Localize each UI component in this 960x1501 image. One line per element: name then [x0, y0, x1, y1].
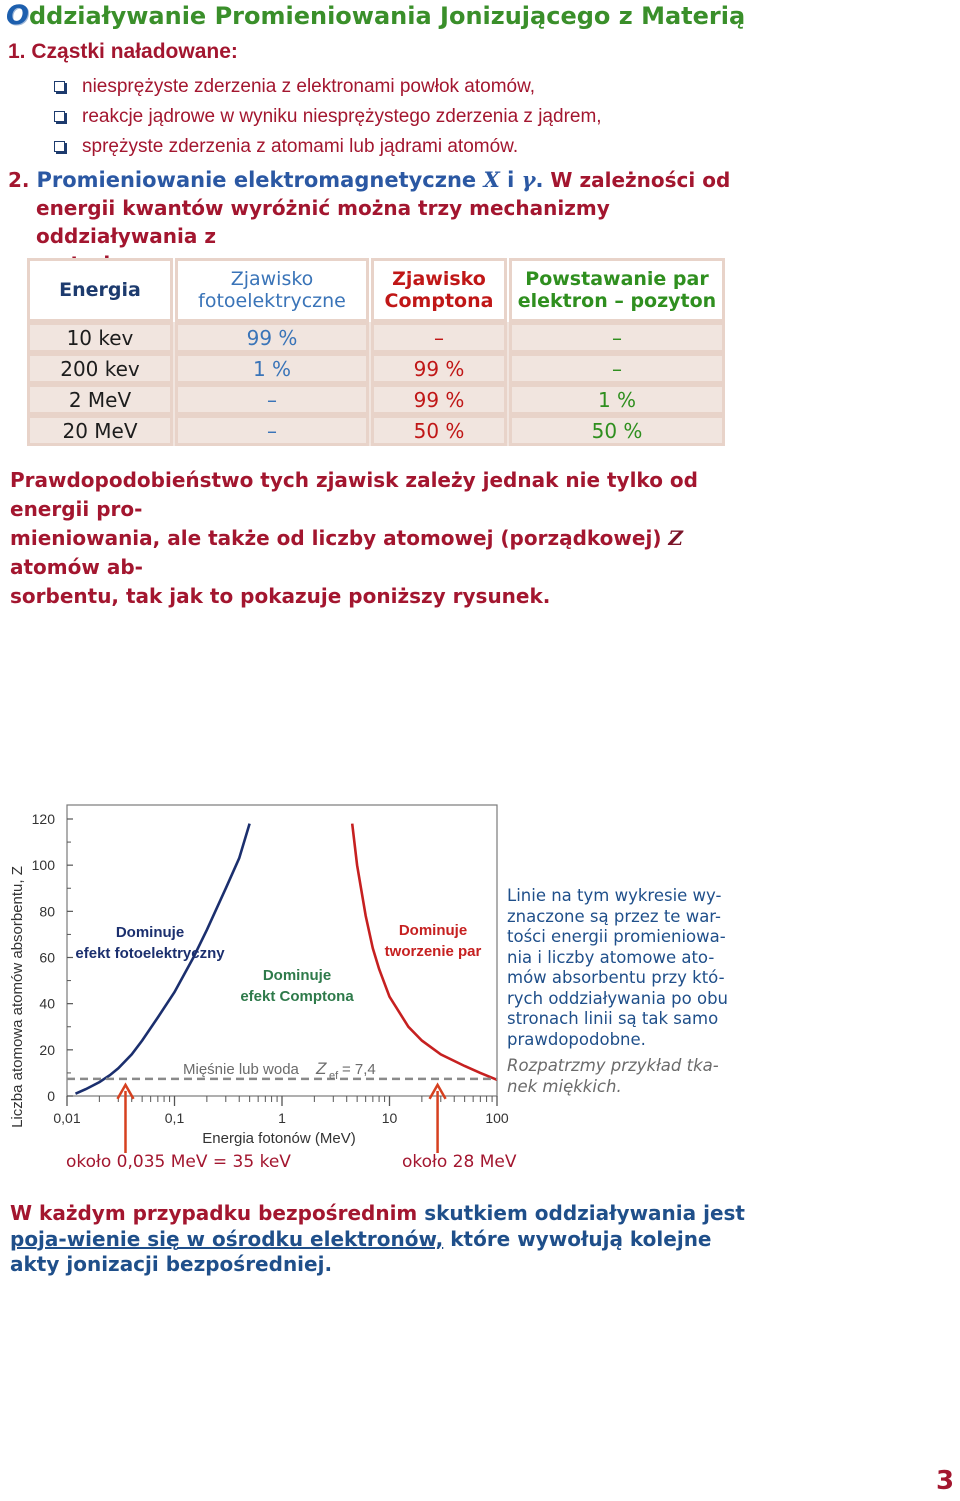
- list-item: reakcje jądrowe w wyniku niesprężystego zderzenia z jądrem,: [52, 102, 602, 132]
- marker-label-high: około 28 MeV: [402, 1152, 517, 1172]
- table-row: 20 MeV – 50 % 50 %: [27, 415, 725, 446]
- table-header-row: [27, 258, 725, 322]
- table-row: 10 kev 99 % – –: [27, 322, 725, 353]
- y-tick-label: 0: [47, 1088, 55, 1104]
- page-title: [6, 0, 745, 31]
- header-pair-production: Powstawanie par elektron – pozyton: [509, 258, 725, 322]
- checkbox-bullet-icon: [54, 141, 65, 152]
- y-tick-label: 40: [39, 995, 55, 1012]
- section1-heading: 1. Cząstki naładowane:: [8, 40, 238, 63]
- y-tick-label: 80: [39, 903, 55, 920]
- x-tick-label: 1: [278, 1110, 286, 1126]
- zef-value: = 7,4: [342, 1061, 376, 1078]
- annotation-photoelectric-2: efekt fotoelektryczny: [75, 945, 225, 962]
- x-symbol: X: [483, 167, 500, 192]
- section2-paragraph: 2. Promieniowanie elektromagnetyczne X i γ. W zależności od energii kwantów wyróżnić można trzy mechanizmy oddziaływania z: [8, 167, 731, 248]
- zef-subscript: ef: [329, 1070, 339, 1082]
- table-row: 2 MeV – 99 % 1 %: [27, 384, 725, 415]
- list-item: niesprężyste zderzenia z elektronami powłok atomów,: [52, 72, 602, 102]
- header-compton: Zjawisko Comptona: [371, 258, 507, 322]
- zef-symbol: Z: [316, 1059, 327, 1078]
- header-energy: Energia: [27, 258, 173, 322]
- interaction-table: [27, 258, 725, 446]
- x-tick-label: 0,1: [164, 1110, 185, 1126]
- annotation-photoelectric-1: Dominuje: [115, 924, 185, 941]
- x-axis-label: Energia fotonów (MeV): [202, 1130, 356, 1147]
- checkbox-bullet-icon: [54, 81, 65, 92]
- gamma-symbol: γ: [521, 167, 536, 192]
- annotation-pair-1: Dominuje: [398, 922, 468, 939]
- header-photoelectric: Zjawisko fotoelektryczne: [175, 258, 369, 322]
- annotation-pair-2: tworzenie par: [384, 943, 482, 960]
- title-initial: O: [6, 0, 29, 31]
- section1-bullet-list: [52, 72, 602, 162]
- y-tick-label: 120: [31, 811, 55, 827]
- annotation-compton-2: efekt Comptona: [240, 988, 354, 1005]
- y-tick-label: 100: [31, 857, 55, 874]
- title-rest: ddziaływanie Promieniowania Jonizującego z Materią: [28, 2, 746, 30]
- list-item: sprężyste zderzenia z atomami lub jądrami atomów.: [52, 132, 602, 162]
- annotation-compton-1: Dominuje: [262, 967, 332, 984]
- page-number: 3: [936, 1466, 955, 1496]
- table-row: 200 kev 1 % 99 % –: [27, 353, 725, 384]
- y-tick-label: 20: [39, 1041, 55, 1058]
- water-label: Mięśnie lub woda: [183, 1061, 299, 1078]
- probability-paragraph: Prawdopodobieństwo tych zjawisk zależy jednak nie tylko od energii pro- mieniowania, ale także od liczby atomowej (porządkowej) Z atomów ab- sorbentu, tak jak to pokazuje poniższy rysunek.: [10, 468, 698, 608]
- checkbox-bullet-icon: [54, 111, 65, 122]
- x-tick-label: 10: [381, 1110, 398, 1126]
- interaction-regions-chart: [0, 795, 540, 1180]
- side-note: Linie na tym wykresie wy-znaczone są przez te war-tości energii promieniowa-nia i liczby atomowe ato-mów absorbentu przy któ-rych oddziaływania po obu stronach linii są tak samo prawdopodobne.: [507, 886, 729, 1049]
- conclusion-paragraph: W każdym przypadku bezpośrednim skutkiem oddziaływania jest poja-wienie się w ośrodku elektronów, które wywołują kolejne akty jonizacji bezpośredniej.: [10, 1201, 745, 1276]
- y-tick-label: 60: [39, 949, 55, 966]
- x-tick-label: 100: [485, 1110, 509, 1126]
- x-tick-label: 0,01: [53, 1110, 81, 1126]
- y-axis-label: Liczba atomowa atomów absorbentu, Z: [9, 866, 26, 1128]
- marker-label-low: około 0,035 MeV = 35 keV: [66, 1152, 291, 1172]
- z-symbol: Z: [668, 526, 684, 550]
- side-note-italic: Rozpatrzmy przykład tka-nek miękkich.: [507, 1056, 719, 1096]
